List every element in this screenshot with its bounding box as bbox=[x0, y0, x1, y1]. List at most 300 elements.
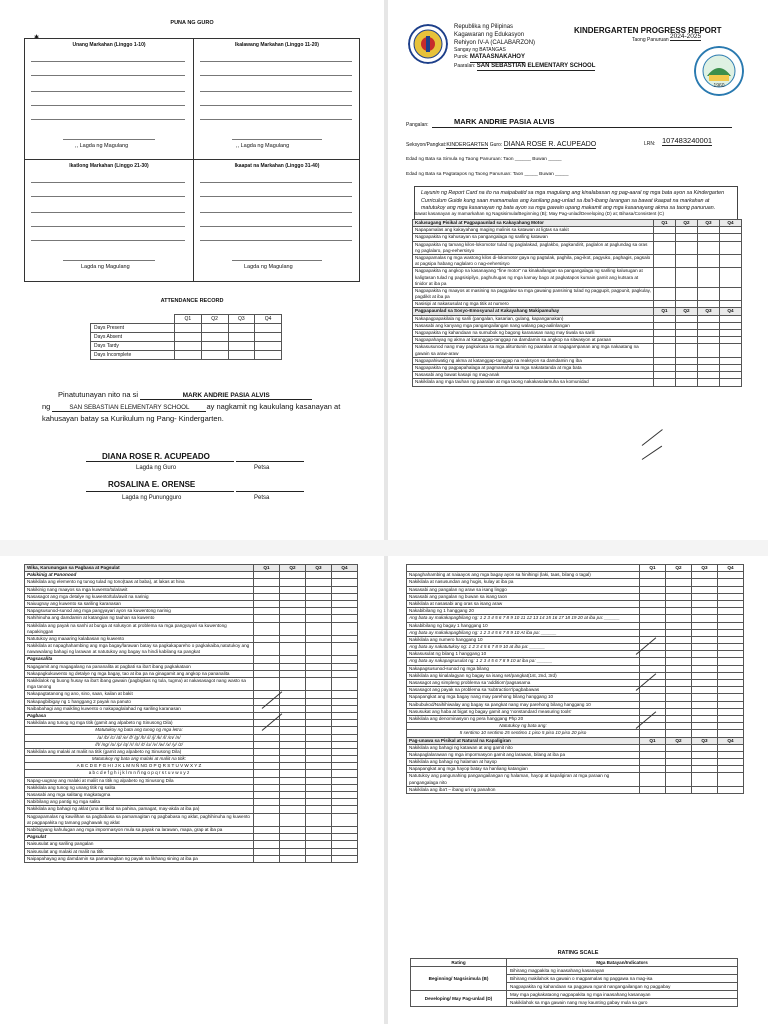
skill-row: Natutukoy ng bata ang: bbox=[407, 723, 744, 730]
grade-cell bbox=[640, 665, 666, 672]
skill-row: Nakapagkukuwento ng detalye ng mga bagay, tao at iba pa na ginagamit ang angkop na pananalita bbox=[25, 670, 358, 677]
grade-cell bbox=[280, 848, 306, 855]
grade-cell bbox=[332, 777, 358, 784]
rating-scale-title: RATING SCALE bbox=[557, 950, 599, 956]
grade-cell bbox=[306, 720, 332, 727]
section-header-row: Pag-unawa sa Pisikal at Natural na Kapaligiran Q1 Q2 Q3 Q4 bbox=[407, 737, 744, 744]
grade-cell bbox=[306, 741, 332, 748]
checkmark-stroke bbox=[642, 429, 663, 446]
grade-cell bbox=[718, 694, 744, 701]
grade-cell bbox=[666, 672, 692, 679]
grade-cell bbox=[676, 268, 698, 288]
grade-cell bbox=[676, 322, 698, 329]
date-label: Petsa bbox=[254, 465, 270, 471]
skill-row: Nasisipi at nakasusulat ng mga titik at numero bbox=[413, 301, 742, 308]
grade-cell bbox=[666, 708, 692, 715]
grade-cell bbox=[332, 784, 358, 791]
grade-cell bbox=[720, 301, 742, 308]
grade-cell bbox=[332, 855, 358, 862]
skill-row: Nasasagot ang payak na problema sa 'subtraction'/pagbabawas bbox=[407, 687, 744, 694]
skill-row: Napapangkat ang mga hayop batay sa hanliang katangian bbox=[407, 766, 744, 773]
grade-cell bbox=[698, 234, 720, 241]
grade-cell bbox=[666, 622, 692, 629]
quarter-2-comments: Ikalawang Markahan (Linggo 11-20) ,, Lagda ng Magulang bbox=[194, 39, 360, 159]
teacher-comments-grid bbox=[24, 38, 360, 282]
comment-mark: ✱ bbox=[34, 35, 40, 41]
grade-cell bbox=[306, 826, 332, 833]
principal-signature-name: ROSALINA E. ORENSE bbox=[108, 480, 196, 489]
skill-row: Nakikilala ang kinalalagyan ng bagay sa isang set/pangkat(1st, 2nd, 3rd) bbox=[407, 672, 744, 679]
grade-cell bbox=[306, 586, 332, 593]
grade-cell bbox=[254, 826, 280, 833]
grade-cell bbox=[332, 770, 358, 777]
grade-cell bbox=[692, 593, 718, 600]
grade-cell bbox=[280, 670, 306, 677]
grade-cell bbox=[640, 622, 666, 629]
skill-row: Nasusukat ang haba at bigat ng bagay gamit ang 'nonstandard measuring tools' bbox=[407, 708, 744, 715]
grade-cell bbox=[666, 694, 692, 701]
grade-cell bbox=[654, 372, 676, 379]
grade-cell bbox=[692, 751, 718, 758]
puna-title: PUNA NG GURO bbox=[170, 20, 214, 26]
grade-cell bbox=[254, 678, 280, 691]
grade-cell bbox=[692, 723, 718, 730]
grade-cell bbox=[306, 635, 332, 642]
skill-row: Pagsasalita bbox=[25, 656, 358, 663]
grade-cell bbox=[332, 792, 358, 799]
grade-cell bbox=[692, 615, 718, 622]
grade-cell bbox=[332, 806, 358, 813]
grade-cell bbox=[654, 364, 676, 371]
skills-table-1 bbox=[412, 219, 742, 387]
rating-header-row: Rating Mga Batayan/Indicators bbox=[411, 959, 738, 967]
grade-cell bbox=[640, 608, 666, 615]
skill-row: Naiuugnay ang kuwento sa sariling karanasan bbox=[25, 600, 358, 607]
skill-row: Nakikilala ang malaki at maliit na titik (gamit ang alpabeto ng Sinusong Dila) bbox=[25, 748, 358, 755]
grade-cell bbox=[720, 337, 742, 344]
sheet-language-literacy bbox=[0, 556, 384, 1024]
skill-row: Nakasusunod nang may pagkukusa sa mga alituntunin ng paaralan at nagagampanan ang mga nakaatang na gawain sa araw-araw bbox=[413, 344, 742, 357]
grade-cell bbox=[692, 759, 718, 766]
grade-cell bbox=[254, 600, 280, 607]
grade-cell bbox=[640, 600, 666, 607]
grade-cell bbox=[698, 357, 720, 364]
skill-row: Nagpapakita ng angkop na kasanayang "fine motor" na kinakailangan sa pangangalaga ng sariling kalusugan at kaligtasan tulad ng pagsisipilyo, paghuhugas ng mga kamay bago at pagkatapos kumain gamit ang kutsara at tinidor at iba pa bbox=[413, 268, 742, 288]
grade-cell bbox=[718, 766, 744, 773]
grade-cell bbox=[332, 720, 358, 727]
grade-cell bbox=[280, 756, 306, 763]
grade-cell bbox=[692, 608, 718, 615]
grade-cell bbox=[698, 301, 720, 308]
grade-cell bbox=[718, 744, 744, 751]
grade-cell bbox=[280, 734, 306, 741]
grade-cell bbox=[692, 715, 718, 722]
report-title: KINDERGARTEN PROGRESS REPORT bbox=[574, 26, 722, 35]
attendance-row: Days Tardy bbox=[91, 342, 282, 351]
grade-cell bbox=[666, 572, 692, 579]
skill-row: Nakikilala ang payak na sanhi at bunga at solusyon at problema sa mga pangyayari sa kuwentong napakinggan bbox=[25, 622, 358, 635]
skill-row: Pagbasa bbox=[25, 712, 358, 719]
grade-cell bbox=[306, 600, 332, 607]
grade-cell bbox=[306, 656, 332, 663]
grade-cell bbox=[306, 813, 332, 826]
grade-cell bbox=[718, 636, 744, 643]
grade-cell bbox=[280, 572, 306, 579]
grade-cell bbox=[718, 644, 744, 651]
grade-cell bbox=[676, 357, 698, 364]
grade-cell bbox=[692, 694, 718, 701]
skill-row: Nagpapakita ng kahandaan na sumubok ng bagong karanasan nang may tiwala sa sarili bbox=[413, 330, 742, 337]
grade-cell bbox=[718, 629, 744, 636]
skill-row: Nasasagot ang mga detalye ng kuwento/tula/awit na narinig bbox=[25, 593, 358, 600]
grade-cell bbox=[332, 656, 358, 663]
grade-cell bbox=[718, 615, 744, 622]
grade-cell bbox=[254, 741, 280, 748]
grade-cell bbox=[332, 643, 358, 656]
certification-line-1: Pinatutunayan nito na si MARK ANDRIE PASIA ALVIS bbox=[58, 390, 378, 400]
grade-cell bbox=[332, 712, 358, 719]
grade-cell bbox=[280, 784, 306, 791]
grade-cell bbox=[332, 834, 358, 841]
grade-cell bbox=[718, 600, 744, 607]
skill-row: Naisusulat ang malaki at maliit na titik bbox=[25, 848, 358, 855]
grade-cell bbox=[640, 694, 666, 701]
grade-cell bbox=[654, 330, 676, 337]
grade-cell bbox=[332, 763, 358, 770]
language-skills-table bbox=[24, 564, 358, 863]
grade-cell bbox=[280, 792, 306, 799]
grade-cell bbox=[692, 651, 718, 658]
math-skills-table bbox=[406, 564, 744, 794]
grade-cell bbox=[666, 593, 692, 600]
grade-cell bbox=[718, 715, 744, 722]
grade-cell bbox=[254, 855, 280, 862]
grade-cell bbox=[654, 301, 676, 308]
grade-cell bbox=[254, 792, 280, 799]
grade-cell bbox=[332, 848, 358, 855]
grade-cell bbox=[306, 834, 332, 841]
skill-row: Naisusulat ang sariling pangalan bbox=[25, 841, 358, 848]
grade-cell bbox=[280, 656, 306, 663]
rating-row: Nagpapakita ng kahandaan sa paggawa ngunit nangangailangan ng paggabay bbox=[411, 983, 738, 991]
grade-cell bbox=[698, 364, 720, 371]
grade-cell bbox=[718, 665, 744, 672]
school-seal-icon bbox=[694, 46, 744, 96]
grade-cell bbox=[280, 770, 306, 777]
grade-cell bbox=[718, 730, 744, 737]
grade-cell bbox=[676, 379, 698, 386]
grade-cell bbox=[306, 841, 332, 848]
grade-cell bbox=[698, 330, 720, 337]
grade-cell bbox=[280, 586, 306, 593]
grade-cell bbox=[306, 572, 332, 579]
skill-row: Nagpapahiwatig ng akma at katanggap-tanggap na reaksyon sa damdamin ng iba bbox=[413, 357, 742, 364]
skill-row: Nakabibilang ng bagay 1 hanggang 10 bbox=[407, 622, 744, 629]
grade-cell bbox=[720, 268, 742, 288]
grade-cell bbox=[692, 644, 718, 651]
teacher-signature-label: Lagda ng Guro bbox=[136, 465, 177, 471]
grade-cell bbox=[332, 756, 358, 763]
grade-cell bbox=[698, 344, 720, 357]
page-gutter bbox=[0, 540, 768, 556]
grade-cell bbox=[306, 643, 332, 656]
grade-cell bbox=[666, 600, 692, 607]
grade-cell bbox=[254, 841, 280, 848]
grade-cell bbox=[640, 629, 666, 636]
skill-row: Napaghahambing at naiaayos ang mga bagay ayon sa hinihingi (laki, taas, bilang o tagal) bbox=[407, 572, 744, 579]
skill-row: /a/ /b/ /c/ /d/ /e/ /f/ /g/ /h/ /i/ /j/ /k/ /l/ /m/ /n/ bbox=[25, 734, 358, 741]
grade-cell bbox=[332, 600, 358, 607]
grade-cell bbox=[666, 636, 692, 643]
grade-cell bbox=[254, 727, 280, 734]
grade-cell bbox=[306, 806, 332, 813]
skill-row: Nakapaglalarawan ng mga impormasyon gamit ang larawan, bilang at iba pa bbox=[407, 751, 744, 758]
grade-cell bbox=[332, 734, 358, 741]
grade-cell bbox=[640, 579, 666, 586]
grade-cell bbox=[676, 234, 698, 241]
grade-cell bbox=[280, 727, 306, 734]
grade-cell bbox=[254, 705, 280, 712]
skill-row: Nagpapakita ng maayos at masining na paggalaw sa mga gawaing pansining tulad ng paggupit, pagpunit, pagkulay, pagdikit at iba pa bbox=[413, 287, 742, 300]
skill-row: Nakikilala at nasasabi ang oras sa isang araw bbox=[407, 600, 744, 607]
grade-cell bbox=[718, 759, 744, 766]
skill-row: Ang bata ay makakapagbilang ng: 1 2 3 4 5 6 7 8 9 10 At iba pa: ______ bbox=[407, 629, 744, 636]
skill-row: Nahihinuha ang damdamin at katangian ng tauhan sa kuwento bbox=[25, 615, 358, 622]
skill-row: Nagpapakita ng tamang kilos-lokomotor tulad ng paglalakad, paglakbo, pagkandirit, paglalon at paglundag sa oras ng paglalaro, pag-eehersisyo bbox=[413, 241, 742, 254]
grade-cell bbox=[306, 756, 332, 763]
grade-cell bbox=[676, 330, 698, 337]
grade-cell bbox=[676, 337, 698, 344]
grade-cell bbox=[640, 786, 666, 793]
certification-line-3: kahusayan batay sa Kurikulum ng Pang- Kindergarten. bbox=[42, 414, 224, 423]
sheet-progress-report-front bbox=[388, 0, 768, 540]
skill-row: Matutukoy ng bata ang tunog ng mga letra: bbox=[25, 727, 358, 734]
grade-cell bbox=[718, 651, 744, 658]
grade-cell bbox=[666, 730, 692, 737]
grade-cell bbox=[280, 635, 306, 642]
grade-cell bbox=[698, 322, 720, 329]
grade-cell bbox=[280, 834, 306, 841]
agency-header: Republika ng Pilipinas Kagawaran ng Edukasyon Rehiyon IV-A (CALABARZON) Sangay ng BATANGAS Purok: MATAASNAKAHOY Paaralan: SAN SEBASTIAN ELEMENTARY SCHOOL bbox=[454, 24, 595, 71]
grade-cell bbox=[280, 813, 306, 826]
grade-cell bbox=[306, 763, 332, 770]
grade-cell bbox=[254, 777, 280, 784]
grade-cell bbox=[720, 315, 742, 322]
grade-cell bbox=[332, 579, 358, 586]
skill-row: /ñ/ /ng/ /o/ /p/ /q/ /r/ /s/ /t/ /u/ /v/ /w/ /x/ /y/ /z/ bbox=[25, 741, 358, 748]
grade-cell bbox=[692, 586, 718, 593]
grade-cell bbox=[254, 799, 280, 806]
grade-cell bbox=[306, 579, 332, 586]
grade-cell bbox=[332, 826, 358, 833]
grade-cell bbox=[306, 792, 332, 799]
grade-cell bbox=[720, 227, 742, 234]
attendance-row: Days Present bbox=[91, 324, 282, 333]
grade-cell bbox=[332, 705, 358, 712]
grade-cell bbox=[692, 730, 718, 737]
grade-cell bbox=[254, 586, 280, 593]
grade-cell bbox=[306, 670, 332, 677]
skill-row: Nakikilala ang bahagi ng aklat (una at likod na pahina, pamagat, may-akda at iba pa) bbox=[25, 806, 358, 813]
grade-cell bbox=[666, 744, 692, 751]
grade-cell bbox=[720, 364, 742, 371]
certification-line-2: ng SAN SEBASTIAN ELEMENTARY SCHOOL ay nagkamit ng kaukulang kasanayan at bbox=[42, 402, 341, 411]
quarter-1-comments: Unang Markahan (Linggo 1-10) ,, Lagda ng Magulang bbox=[25, 39, 193, 159]
grade-cell bbox=[280, 826, 306, 833]
skill-row: Nasasabi ang mga salitang magkatugma bbox=[25, 792, 358, 799]
skill-row: Nakikilala at napaghahambing ang mga bagay/larawan batay sa pagkakapareho o pagkakaiba,natutukoy ang nawawalang bahagi ng larawan at natutukoy ang bagay na hindi kabilang sa pangkat bbox=[25, 643, 358, 656]
grade-cell bbox=[332, 622, 358, 635]
sheet-comments-attendance bbox=[0, 0, 384, 540]
grade-cell bbox=[666, 665, 692, 672]
grade-cell bbox=[306, 615, 332, 622]
grade-cell bbox=[254, 748, 280, 755]
skill-row: Nagpapahayag ng akma at katanggap-tanggap na damdamin sa angkop na sitwasyon at paraan bbox=[413, 337, 742, 344]
skill-row: Nasasabi ang bawat kasapi ng mag-anak bbox=[413, 372, 742, 379]
grade-cell bbox=[718, 608, 744, 615]
checkmark-stroke bbox=[642, 446, 662, 460]
skill-row: Napagsusunod-sunod ang mga pangyayari ayon sa kuwentong narinig bbox=[25, 608, 358, 615]
grade-cell bbox=[332, 678, 358, 691]
grade-cell bbox=[666, 723, 692, 730]
student-name: MARK ANDRIE PASIA ALVIS bbox=[454, 117, 555, 126]
grade-cell bbox=[720, 254, 742, 267]
grade-cell bbox=[280, 643, 306, 656]
grade-cell bbox=[306, 691, 332, 698]
grade-cell bbox=[254, 663, 280, 670]
grade-cell bbox=[254, 670, 280, 677]
grade-cell bbox=[306, 727, 332, 734]
skill-row: A B C D E F G H I J K L M N Ñ NG O P Q R S T U V W X Y Z bbox=[25, 763, 358, 770]
school-year-value: 2024-2025 bbox=[670, 33, 702, 40]
grade-cell bbox=[332, 748, 358, 755]
skill-row: Naibubukod/Naihihiwalay ang bagay sa pangkat nang may parehong bilang hanggang 10 bbox=[407, 701, 744, 708]
grade-cell bbox=[718, 687, 744, 694]
grade-cell bbox=[254, 593, 280, 600]
grade-cell bbox=[640, 586, 666, 593]
attendance-row: Days Incomplete bbox=[91, 351, 282, 360]
grade-cell bbox=[718, 586, 744, 593]
grade-cell bbox=[306, 799, 332, 806]
skill-row: Nakasusulat ng bilang 1 hanggang 10 bbox=[407, 651, 744, 658]
section-header-row: Q1 Q2 Q3 Q4 bbox=[407, 565, 744, 572]
grade-cell bbox=[718, 658, 744, 665]
grade-cell bbox=[720, 330, 742, 337]
rating-row: Bihirang makilahok sa gawain o magpamalas ng paggawa na mag-isa bbox=[411, 975, 738, 983]
skill-row: Pagsulat bbox=[25, 834, 358, 841]
skill-row: Nakikilala ang tunog ng mga titik (gamit ang alpabeto ng Sinusong Dila) bbox=[25, 720, 358, 727]
grade-cell bbox=[280, 712, 306, 719]
grade-cell bbox=[640, 593, 666, 600]
attendance-title: ATTENDANCE RECORD bbox=[160, 298, 224, 304]
skill-row: Ang bata ay makakapagbilang ng: 1 2 3 4 5 6 7 8 9 10 11 12 13 14 15 16 17 18 19 20 at iba pa: ______ bbox=[407, 615, 744, 622]
grade-cell bbox=[332, 608, 358, 615]
grade-cell bbox=[666, 680, 692, 687]
grade-cell bbox=[280, 600, 306, 607]
grade-cell bbox=[692, 636, 718, 643]
skill-row: Nakikilala ang iba't – ibang uri ng panahon bbox=[407, 786, 744, 793]
grade-cell bbox=[654, 315, 676, 322]
skill-row: Natutukoy ang pangunahing pangangailangan ng halaman, hayop at kapaligiran at mga paraan ng pangangalaga nito bbox=[407, 773, 744, 786]
grade-cell bbox=[640, 723, 666, 730]
grade-cell bbox=[254, 756, 280, 763]
grade-cell bbox=[698, 337, 720, 344]
skill-row: Nakikinig nang maayos sa mga kuwento/tula/awit bbox=[25, 586, 358, 593]
grade-cell bbox=[254, 813, 280, 826]
grade-cell bbox=[280, 748, 306, 755]
grade-cell bbox=[654, 268, 676, 288]
svg-text:1960: 1960 bbox=[713, 83, 725, 89]
grade-cell bbox=[718, 773, 744, 786]
grade-cell bbox=[640, 651, 666, 658]
grade-cell bbox=[654, 227, 676, 234]
lrn-value: 107483240001 bbox=[662, 136, 713, 145]
skill-row: Napapamalas ang kakayahang maging malinis sa katawan at ligtas sa sakit bbox=[413, 227, 742, 234]
grade-cell bbox=[254, 608, 280, 615]
grade-cell bbox=[640, 759, 666, 766]
grade-cell bbox=[676, 254, 698, 267]
skill-row: Nasasabi ang kanyang mga pangangailangan nang walang pag-aalinlangan bbox=[413, 322, 742, 329]
grade-cell bbox=[306, 608, 332, 615]
skill-row: Nakikilala ang bahagi ng katawan at ang gamit nito bbox=[407, 744, 744, 751]
grade-cell bbox=[676, 344, 698, 357]
grade-cell bbox=[718, 723, 744, 730]
grade-cell bbox=[692, 744, 718, 751]
grade-cell bbox=[666, 786, 692, 793]
grade-cell bbox=[676, 301, 698, 308]
grade-cell bbox=[666, 579, 692, 586]
grade-cell bbox=[280, 608, 306, 615]
grade-cell bbox=[280, 777, 306, 784]
grade-cell bbox=[254, 784, 280, 791]
grade-cell bbox=[676, 241, 698, 254]
grade-cell bbox=[280, 622, 306, 635]
grade-cell bbox=[306, 593, 332, 600]
grade-cell bbox=[332, 670, 358, 677]
grade-cell bbox=[654, 322, 676, 329]
report-purpose-box: Layunin ng Report Card na ito na maipabatid sa mga magulang ang kinalabasan ng pag-aaral ng mga bata ayon sa Kindergarten Curriculum Guide kung saan mamamalas ang kanilang pag-unlad sa iba't-ibang larangan sa bawat ikaapat na markahan at matutukoy ang mga kasanayan ng bata ayon sa mga gawain upang makamit ang mga kasanayang akma sa taong panuruan. bbox=[414, 186, 738, 226]
grade-cell bbox=[306, 777, 332, 784]
grade-cell bbox=[720, 287, 742, 300]
grade-cell bbox=[306, 734, 332, 741]
grade-cell bbox=[332, 727, 358, 734]
skill-row: Nakabibilang ng 1 hanggang 20 bbox=[407, 608, 744, 615]
skill-row: Nabibigyang kahulugan ang mga impormasyon mula sa payak na larawan, mapa, grap at iba pa bbox=[25, 826, 358, 833]
grade-cell bbox=[666, 773, 692, 786]
grade-cell bbox=[640, 730, 666, 737]
grade-cell bbox=[306, 784, 332, 791]
grade-cell bbox=[254, 579, 280, 586]
attendance-table: Q1 Q2 Q3 Q4 Days Present Days Absent Days Tardy Days Incomplete bbox=[90, 314, 282, 360]
skill-row: Nakapagtatanong ng ano, sino, saan, kailan at bakit bbox=[25, 691, 358, 698]
grade-cell bbox=[280, 720, 306, 727]
grade-cell bbox=[254, 806, 280, 813]
grade-cell bbox=[280, 741, 306, 748]
grade-cell bbox=[332, 663, 358, 670]
grade-cell bbox=[640, 766, 666, 773]
skill-row: Naibabahagi ang maikling kuwento o nakapaglalahad ng sariling karanasan bbox=[25, 705, 358, 712]
lrn-label: LRN: bbox=[644, 141, 656, 147]
rating-row: Nakikilahok sa mga gawain nang may kaunting gabay mula sa guro bbox=[411, 999, 738, 1007]
grade-cell bbox=[720, 322, 742, 329]
skill-row: Pakikinig at Panonood bbox=[25, 572, 358, 579]
skill-row: Nakapagsusunod-sunod ng mga bilang bbox=[407, 665, 744, 672]
skill-row: Matutukoy ng bata ang malaki at maliit na titik: bbox=[25, 756, 358, 763]
skill-row: Nakikilala ang elemento ng tunog tulad ng tono(taas at baba), at lakas at hina bbox=[25, 579, 358, 586]
grade-cell bbox=[718, 708, 744, 715]
grade-cell bbox=[654, 337, 676, 344]
section-header-row: Kalusugang Pisikal at Pagpapaunlad sa Kakayahang Motor Q1 Q2 Q3 Q4 bbox=[413, 220, 742, 227]
